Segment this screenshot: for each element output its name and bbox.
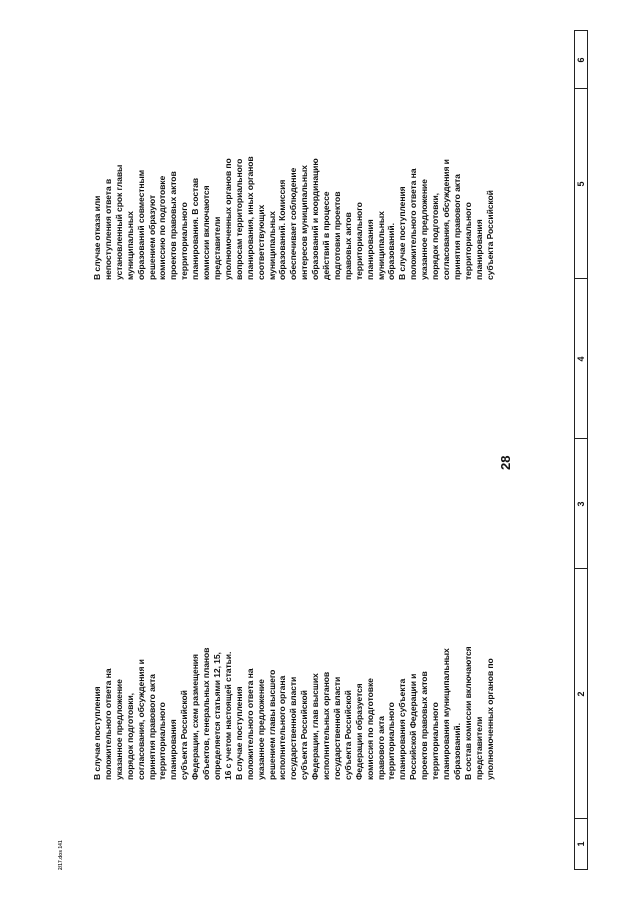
page-number: 28 xyxy=(498,455,513,470)
header-col-3: 3 xyxy=(575,438,587,569)
column-5-text: В случае отказа или непоступления ответа в установленный срок главы муниципальных образований совместным решением образуют комиссию по подготовке проектов правовых актов территориального планирования. В состав комиссии включаются представители уполномоченных органов по вопросам территориального планирования, иных органов соответствующих муниципальных образований. Комиссия обеспечивает соблюдение интересов муниципальных образований и координацию действий в процессе подготовки проектов правовых актов территориального планирования муниципальных образований. В случае поступления положительного ответа на указанное предложение порядок подготовки, согласования, обсуждения и принятия правового акта территориального планирования субъекта Российской xyxy=(92,156,495,280)
header-col-1: 1 xyxy=(575,818,587,869)
header-col-2: 2 xyxy=(575,568,587,819)
header-col-6: 6 xyxy=(576,57,586,63)
header-col-4: 4 xyxy=(575,278,587,439)
header-col-5: 5 xyxy=(575,88,587,279)
rotated-page xyxy=(40,30,640,870)
footer-mark: 2/17.dos 141 xyxy=(58,840,64,870)
table-header-row xyxy=(574,30,588,870)
column-2-text: В случае поступления положительного ответа на указанное предложение порядок подготовки, согласования, обсуждения и принятия правового акта территориального планирования субъекта Российской Федерации, схем размещения объектов, генеральных планов определяется статьями 12, 15, 16 с учетом настоящей статьи. В случае поступления положительного ответа на указанное предложение решением главы высшего исполнительного органа государственной власти субъекта Российской Федерации, глав высших исполнительных органов государственной власти субъекта Российской Федерации образуется комиссия по подготовке правового акта территориального планирования субъекта Российской Федерации и проектов правовых актов территориального планирования муниципальных образований. В состав комиссии включаются представители уполномоченных органов по xyxy=(92,646,495,780)
